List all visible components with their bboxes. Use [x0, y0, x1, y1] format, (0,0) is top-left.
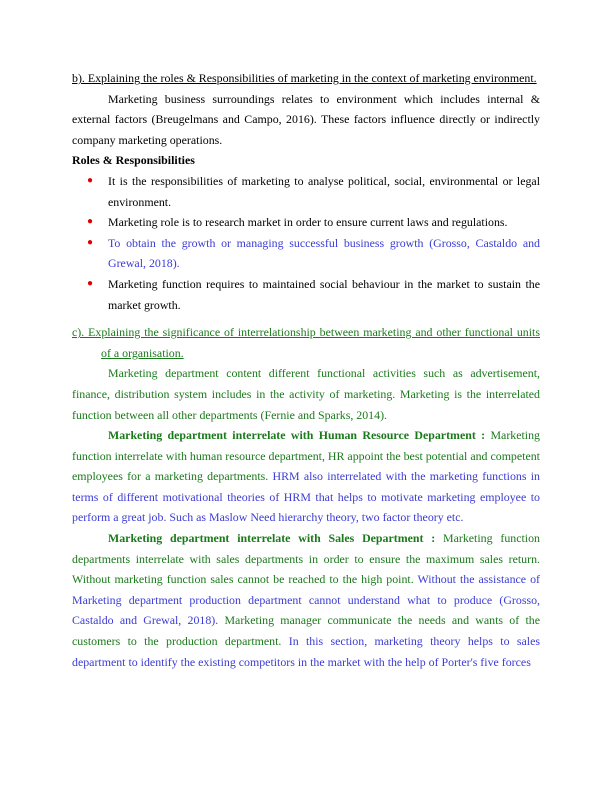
sales-paragraph: Marketing department interrelate with Sales Department : Marketing function departments interrelate with sales departments in order to ensure the maximum sales return. Without marketing function sales cannot be reached to the high point. Without the assistance of Marketing department production department cannot understand what to produce (Grosso, Castaldo and Grewal, 2018). Marketing manager communicate the needs and wants of the customers to the production department. In this section, marketing theory helps to sales department to identify the existing competitors in the market with the help of Porter's five forces	[72, 531, 540, 669]
bullet-icon: ●	[87, 174, 94, 186]
list-item: ● It is the responsibilities of marketing to analyse political, social, environmental or legal environment.	[72, 171, 540, 212]
list-item: ● Marketing function requires to maintained social behaviour in the market to sustain the market growth.	[72, 274, 540, 315]
list-item: ● Marketing role is to research market in order to ensure current laws and regulations.	[72, 212, 540, 233]
bullet-icon: ●	[87, 277, 94, 289]
hr-title: Marketing department interrelate with Human Resource Department :	[108, 428, 486, 443]
list-item: ● To obtain the growth or managing successful business growth (Grosso, Castaldo and Grewal, 2018).	[72, 233, 540, 274]
hr-paragraph: Marketing department interrelate with Human Resource Department : Marketing function interrelate with human resource department, HR appoint the best potential and competent employees for a marketing departments. HRM also interrelated with the marketing functions in terms of different motivational theories of HRM that helps to motivate marketing employee to perform a great job. Such as Maslow Need hierarchy theory, two factor theory etc.	[72, 428, 541, 525]
bullet-icon: ●	[87, 236, 94, 248]
section-c-heading: c). Explaining the significance of interrelationship between marketing and other functional units of a organisation.	[72, 325, 540, 360]
roles-title: Roles & Responsibilities	[72, 153, 195, 168]
document-page	[72, 68, 540, 672]
section-b-heading: b). Explaining the roles & Responsibilities of marketing in the context of marketing environment.	[72, 71, 537, 85]
roles-list	[72, 171, 540, 315]
section-b-paragraph: Marketing business surroundings relates to environment which includes internal & external factors (Breugelmans and Campo, 2016). These factors influence directly or indirectly company marketing operations.	[72, 91, 540, 147]
section-c-paragraph: Marketing department content different functional activities such as advertisement, finance, distribution system includes in the activity of marketing. Marketing is the interrelated function between all other departments (Fernie and Sparks, 2014).	[72, 366, 540, 422]
sales-title: Marketing department interrelate with Sales Department :	[108, 531, 436, 546]
bullet-icon: ●	[87, 216, 94, 228]
